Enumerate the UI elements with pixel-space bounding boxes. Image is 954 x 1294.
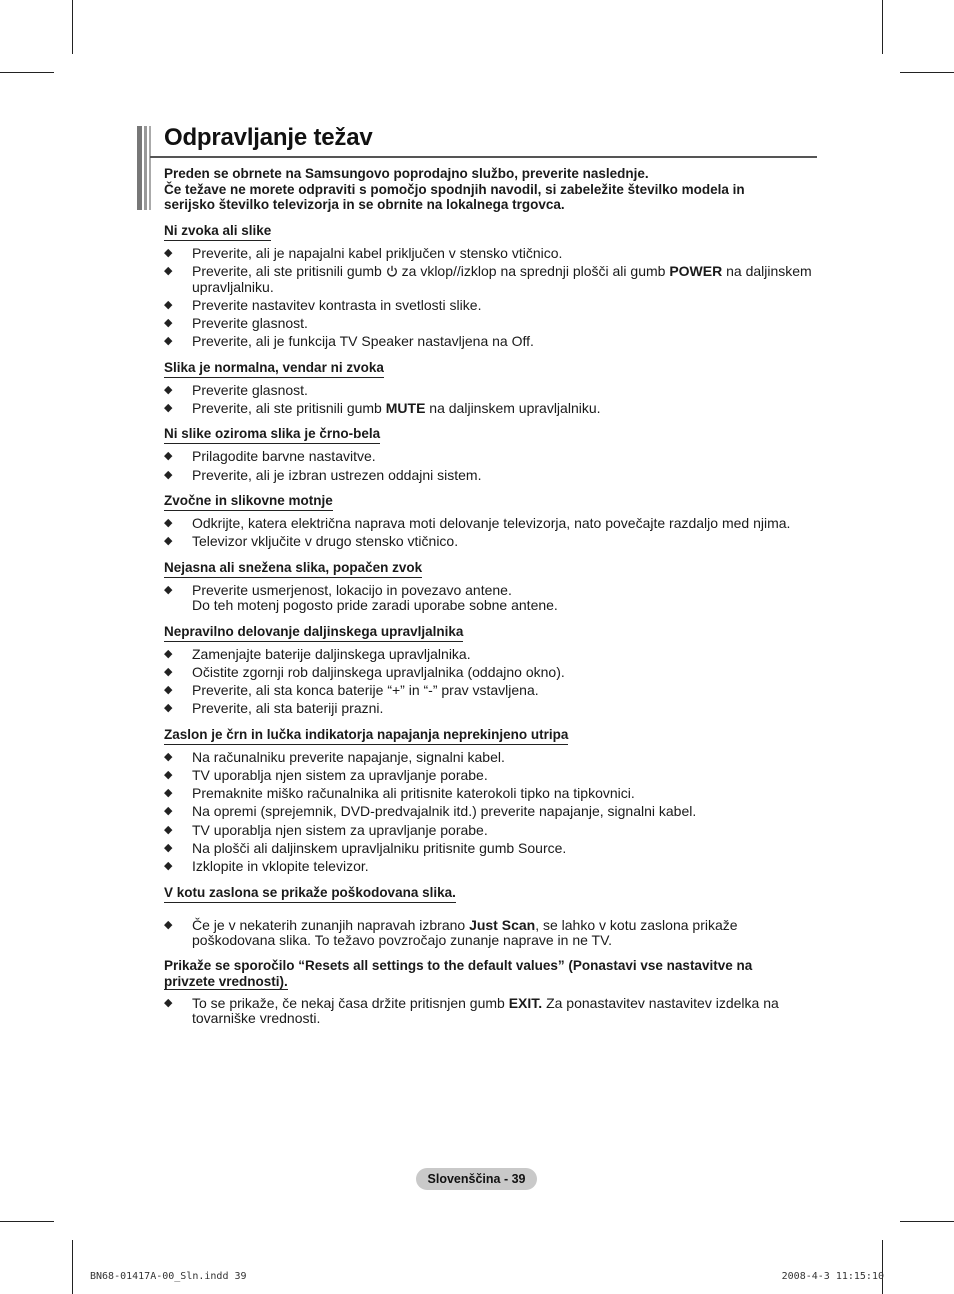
- diamond-bullet-icon: ◆: [164, 841, 173, 854]
- section-no-picture: [164, 425, 818, 483]
- diamond-bullet-icon: ◆: [164, 583, 173, 596]
- list-item: ◆ Na opremi (sprejemnik, DVD-predvajalnik itd.) preverite napajanje, signalni kabel.: [164, 803, 697, 820]
- section-heading: Nepravilno delovanje daljinskega upravljalnika: [164, 624, 463, 642]
- section-reset-message: [164, 958, 818, 1027]
- troubleshooting-content: [164, 222, 818, 1036]
- list-item: ◆ Zamenjajte baterije daljinskega upravljalnika.: [164, 645, 471, 662]
- list-item: ◆ Preverite glasnost.: [164, 381, 308, 398]
- crop-mark: [72, 1240, 73, 1294]
- diamond-bullet-icon: ◆: [164, 401, 173, 414]
- list-item: ◆ Preverite, ali ste pritisnili gumb za vklop//izklop na sprednji plošči ali gumb POWER na daljinskem upravljalniku.: [164, 263, 812, 295]
- diamond-bullet-icon: ◆: [164, 823, 173, 836]
- section-snowy-picture: [164, 559, 818, 614]
- diamond-bullet-icon: ◆: [164, 769, 173, 782]
- diamond-bullet-icon: ◆: [164, 787, 173, 800]
- list-item: ◆ Izklopite in vklopite televizor.: [164, 858, 369, 874]
- section-heading: Prikaže se sporočilo “Resets all settings to the default values” (Ponastavi vse nastavitve na privzete vrednosti).: [164, 957, 753, 989]
- diamond-bullet-icon: ◆: [164, 647, 173, 660]
- list-item: ◆ Preverite, ali je funkcija TV Speaker nastavljena na Off.: [164, 333, 534, 350]
- list-item: ◆ Televizor vključite v drugo stensko vtičnico.: [164, 533, 459, 550]
- section-interference: [164, 492, 818, 550]
- crop-mark: [72, 0, 73, 54]
- page-number-badge: Slovenščina - 39: [416, 1168, 537, 1190]
- crop-mark: [0, 72, 54, 73]
- list-item: ◆ To se prikaže, če nekaj časa držite pritisnjen gumb EXIT. Za ponastavitev nastavitev izdelka na tovarniške vrednosti.: [164, 994, 779, 1026]
- section-heading: Nejasna ali snežena slika, popačen zvok: [164, 560, 422, 578]
- list-item: ◆ Preverite usmerjenost, lokacijo in povezavo antene. Do teh motenj pogosto pride zaradi uporabe sobne antene.: [164, 581, 558, 614]
- diamond-bullet-icon: ◆: [164, 996, 173, 1009]
- list-item: ◆ Preverite glasnost.: [164, 315, 308, 332]
- section-corrupted-image: [164, 884, 818, 949]
- intro-text: Preden se obrnete na Samsungovo poprodajno službo, preverite naslednje. Če težave ne morete odpraviti s pomočjo spodnjih navodil, si zabeležite številko modela in serijsko številko televizorja in se obrnite na lokalnega trgovca.: [164, 166, 745, 212]
- page-title: Odpravljanje težav: [164, 124, 373, 151]
- list-item: ◆ Na plošči ali daljinskem upravljalniku pritisnite gumb Source.: [164, 839, 567, 856]
- section-remote-control: [164, 623, 818, 717]
- section-heading: Zvočne in slikovne motnje: [164, 493, 333, 511]
- title-decoration: [137, 126, 153, 210]
- diamond-bullet-icon: ◆: [164, 317, 173, 330]
- title-rule: [150, 156, 817, 158]
- list-item: ◆ Premaknite miško računalnika ali pritisnite katerokoli tipko na tipkovnici.: [164, 785, 635, 802]
- list-item: ◆ Preverite nastavitev kontrasta in svetlosti slike.: [164, 296, 482, 313]
- diamond-bullet-icon: ◆: [164, 265, 173, 278]
- diamond-bullet-icon: ◆: [164, 666, 173, 678]
- diamond-bullet-icon: ◆: [164, 750, 173, 763]
- list-item: ◆ Prilagodite barvne nastavitve.: [164, 448, 376, 465]
- diamond-bullet-icon: ◆: [164, 860, 173, 872]
- print-slug-file: BN68-01417A-00_Sln.indd 39: [90, 1271, 247, 1282]
- list-item: ◆ Preverite, ali sta bateriji prazni.: [164, 700, 384, 717]
- crop-mark: [882, 1240, 883, 1294]
- diamond-bullet-icon: ◆: [164, 335, 173, 348]
- list-item: ◆ Preverite, ali sta konca baterije “+” in “-” prav vstavljena.: [164, 682, 539, 699]
- diamond-bullet-icon: ◆: [164, 535, 173, 548]
- print-slug-date: 2008-4-3 11:15:10: [781, 1271, 884, 1282]
- list-item: ◆ Preverite, ali ste pritisnili gumb MUTE na daljinskem upravljalniku.: [164, 399, 601, 416]
- section-black-screen: [164, 726, 818, 875]
- diamond-bullet-icon: ◆: [164, 247, 173, 259]
- diamond-bullet-icon: ◆: [164, 298, 173, 311]
- list-item: ◆ Odkrijte, katera električna naprava moti delovanje televizorja, nato povečajte razdaljo med njima.: [164, 515, 791, 532]
- section-heading: V kotu zaslona se prikaže poškodovana slika.: [164, 885, 456, 903]
- diamond-bullet-icon: ◆: [164, 450, 173, 463]
- section-heading: Ni zvoka ali slike: [164, 223, 271, 241]
- section-picture-no-sound: [164, 359, 818, 417]
- diamond-bullet-icon: ◆: [164, 468, 173, 481]
- diamond-bullet-icon: ◆: [164, 517, 173, 530]
- section-heading: Zaslon je črn in lučka indikatorja napajanja neprekinjeno utripa: [164, 727, 568, 745]
- list-item: ◆ Preverite, ali je napajalni kabel priključen v stensko vtičnico.: [164, 245, 563, 261]
- crop-mark: [900, 72, 954, 73]
- list-item: ◆ TV uporablja njen sistem za upravljanje porabe.: [164, 767, 488, 784]
- section-heading: Ni slike oziroma slika je črno-bela: [164, 426, 380, 444]
- crop-mark: [900, 1221, 954, 1222]
- list-item: ◆ Na računalniku preverite napajanje, signalni kabel.: [164, 748, 505, 765]
- diamond-bullet-icon: ◆: [164, 383, 173, 396]
- list-item: ◆ Preverite, ali je izbran ustrezen oddajni sistem.: [164, 466, 482, 483]
- diamond-bullet-icon: ◆: [164, 918, 173, 931]
- crop-mark: [0, 1221, 54, 1222]
- diamond-bullet-icon: ◆: [164, 684, 173, 697]
- section-heading: Slika je normalna, vendar ni zvoka: [164, 360, 384, 378]
- diamond-bullet-icon: ◆: [164, 805, 173, 818]
- crop-mark: [882, 0, 883, 54]
- list-item: ◆ TV uporablja njen sistem za upravljanje porabe.: [164, 821, 488, 838]
- section-no-sound-or-picture: [164, 222, 818, 350]
- power-icon: [386, 265, 398, 277]
- diamond-bullet-icon: ◆: [164, 702, 173, 715]
- list-item: ◆ Očistite zgornji rob daljinskega upravljalnika (oddajno okno).: [164, 664, 565, 680]
- list-item: ◆ Če je v nekaterih zunanjih napravah izbrano Just Scan, se lahko v kotu zaslona prikaže poškodovana slika. To težavo povzročajo zunanje naprave in ne TV.: [164, 916, 738, 948]
